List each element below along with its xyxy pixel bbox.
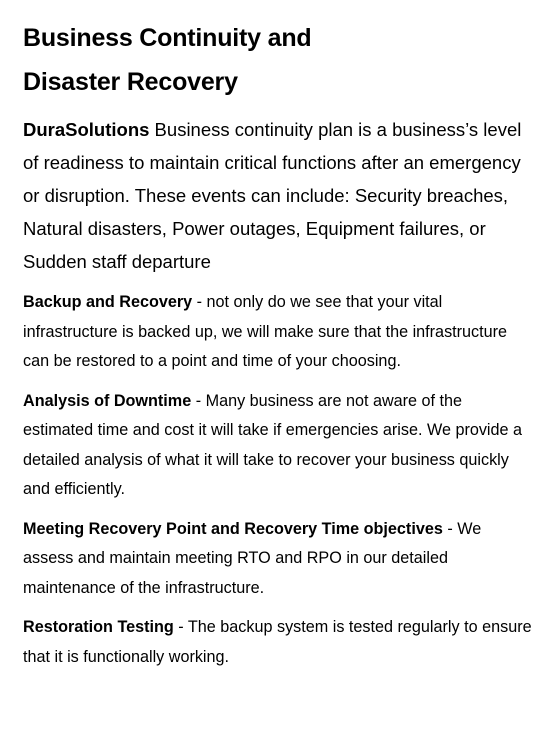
section-body: - Many business are not aware of the estimated time and cost it will take if emergencies arise. We provide a detailed analysis of what it will take to recover your business quickly and efficiently. xyxy=(23,391,523,498)
title-line-2: Disaster Recovery xyxy=(23,68,238,96)
section-body: - We assess and maintain meeting RTO and RPO in our detailed maintenance of the infrastructure. xyxy=(23,519,482,597)
section-heading: Backup and Recovery xyxy=(23,293,193,311)
section-heading: Restoration Testing xyxy=(23,618,174,636)
brand-name: DuraSolutions xyxy=(23,119,150,140)
page-title xyxy=(23,16,536,104)
section-recovery-objectives xyxy=(23,515,536,604)
section-heading: Meeting Recovery Point and Recovery Time objectives xyxy=(23,519,443,538)
title-line-1: Business Continuity and xyxy=(23,24,312,52)
section-restoration-testing xyxy=(23,613,536,672)
section-analysis-downtime xyxy=(23,387,536,505)
intro-text: Business continuity plan is a business’s level of readiness to maintain critical functions after an emergency or disruption. These events can include: Security breaches, Natural disasters, Power outages, Equipment failures, or Sudden staff departure xyxy=(23,119,522,272)
section-backup-recovery xyxy=(23,288,536,377)
section-body: - The backup system is tested regularly to ensure that it is functionally working. xyxy=(23,618,532,666)
intro-paragraph xyxy=(23,113,536,278)
section-heading: Analysis of Downtime xyxy=(23,391,192,410)
section-body: - not only do we see that your vital infrastructure is backed up, we will make sure that the infrastructure can be restored to a point and time of your choosing. xyxy=(23,293,508,370)
